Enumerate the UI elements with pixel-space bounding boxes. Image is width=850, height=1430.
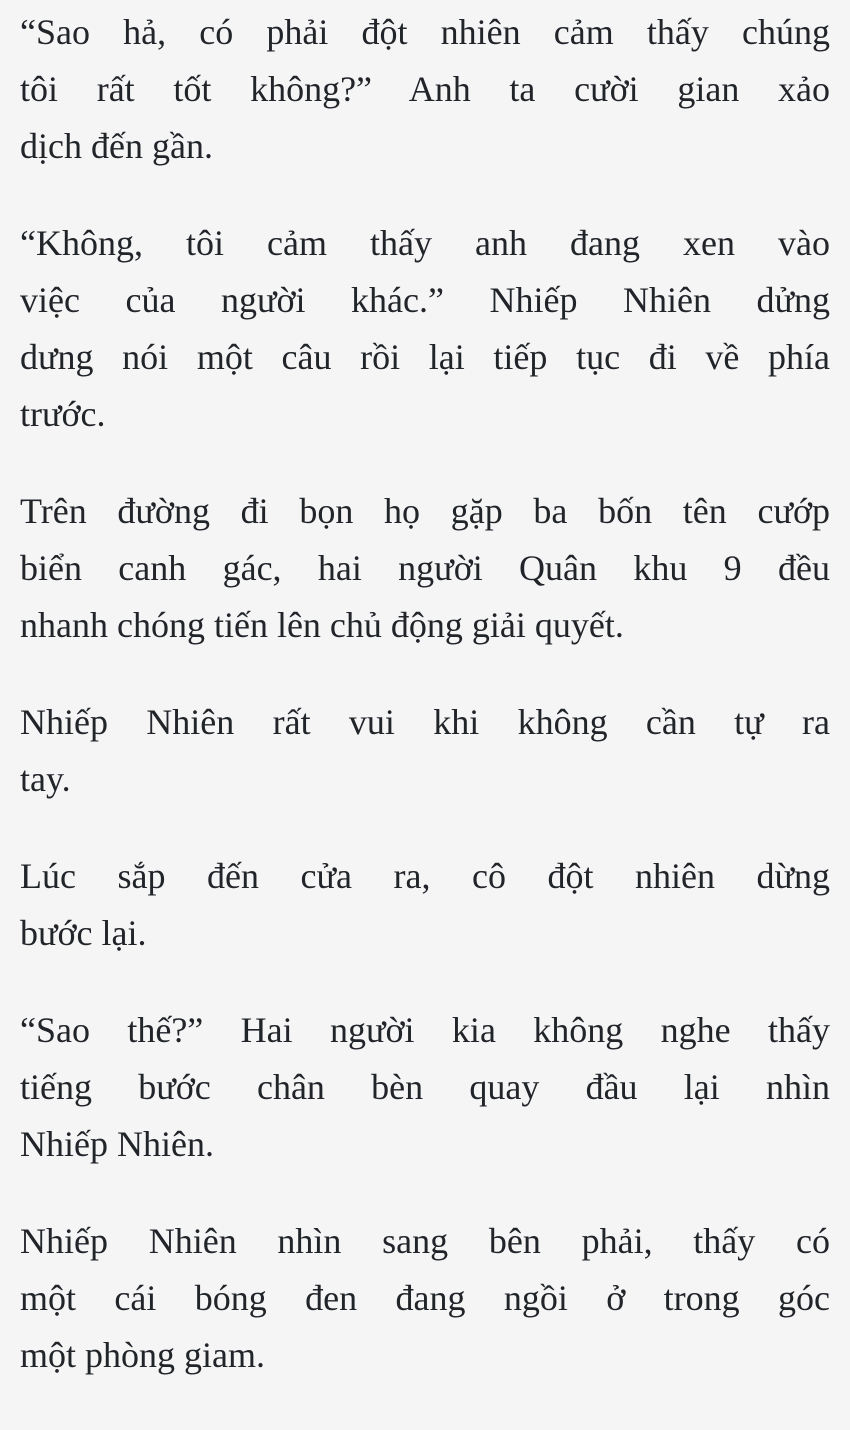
paragraph	[20, 215, 830, 443]
text-line: “Sao thế?” Hai người kia không nghe thấy	[20, 1010, 830, 1050]
text-line: tay.	[20, 759, 71, 799]
text-line: Trên đường đi bọn họ gặp ba bốn tên cướp	[20, 491, 830, 531]
text-line: trước.	[20, 394, 106, 434]
text-line: bước lại.	[20, 913, 147, 953]
paragraph	[20, 848, 830, 962]
text-line: Nhiếp Nhiên.	[20, 1124, 214, 1164]
paragraph	[20, 694, 830, 808]
paragraph	[20, 1002, 830, 1173]
paragraph	[20, 4, 830, 175]
text-line: một phòng giam.	[20, 1335, 265, 1375]
text-line: “Sao hả, có phải đột nhiên cảm thấy chúng	[20, 12, 830, 52]
paragraph	[20, 483, 830, 654]
text-line: một cái bóng đen đang ngồi ở trong góc	[20, 1278, 830, 1318]
text-line: Lúc sắp đến cửa ra, cô đột nhiên dừng	[20, 856, 830, 896]
text-line: Nhiếp Nhiên nhìn sang bên phải, thấy có	[20, 1221, 830, 1261]
text-line: tiếng bước chân bèn quay đầu lại nhìn	[20, 1067, 830, 1107]
text-line: Nhiếp Nhiên rất vui khi không cần tự ra	[20, 702, 830, 742]
text-line: nhanh chóng tiến lên chủ động giải quyết.	[20, 605, 624, 645]
text-line: việc của người khác.” Nhiếp Nhiên dửng	[20, 280, 830, 320]
text-line: tôi rất tốt không?” Anh ta cười gian xảo	[20, 69, 830, 109]
paragraph	[20, 1213, 830, 1384]
text-line: “Không, tôi cảm thấy anh đang xen vào	[20, 223, 830, 263]
text-line: biển canh gác, hai người Quân khu 9 đều	[20, 548, 830, 588]
text-line: dịch đến gần.	[20, 126, 213, 166]
text-line: dưng nói một câu rồi lại tiếp tục đi về phía	[20, 337, 830, 377]
